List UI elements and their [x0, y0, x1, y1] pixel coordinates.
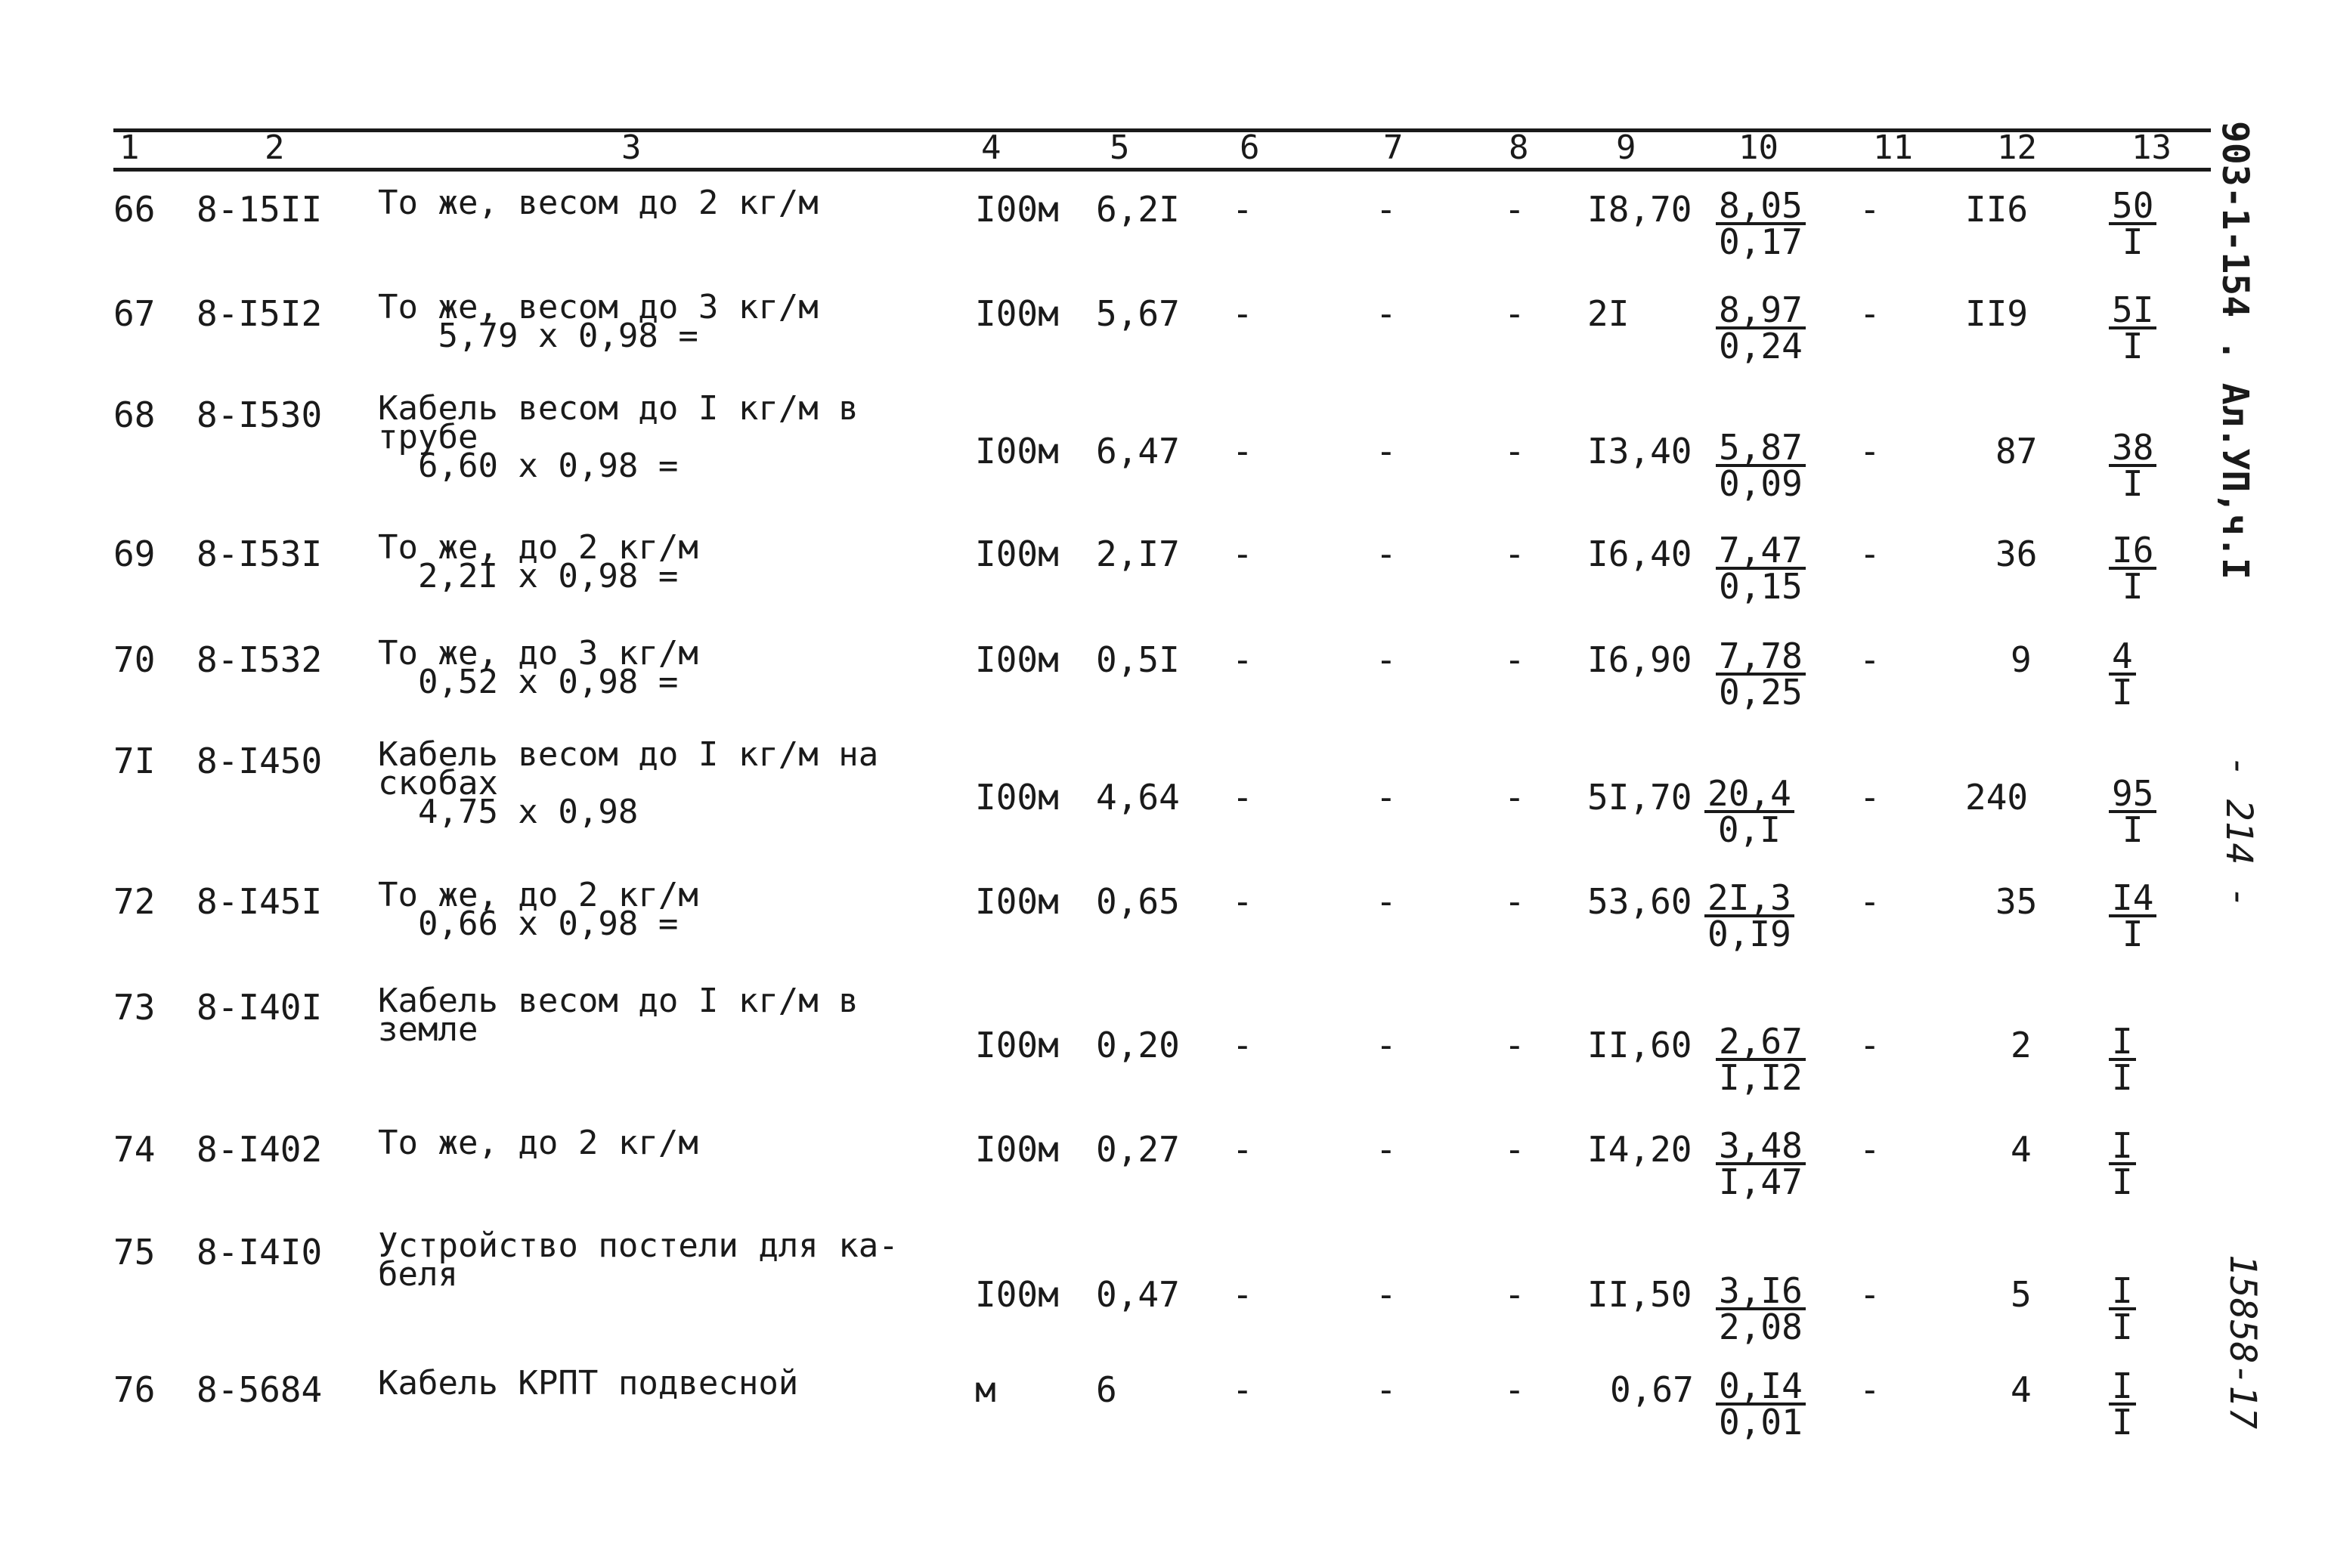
description-line: То же, до 3 кг/м — [378, 634, 698, 673]
fraction-denominator: I — [2122, 809, 2144, 850]
col11-value: - — [1859, 293, 1881, 334]
norm-code: 8-I53I — [197, 533, 323, 574]
col12-value: 36 — [1995, 533, 2038, 574]
col10-fraction — [1704, 877, 1794, 954]
col11-value: - — [1859, 881, 1881, 922]
row-number: 69 — [113, 533, 156, 574]
unit: I00м — [975, 1129, 1059, 1170]
col9-value: I8,70 — [1587, 189, 1692, 230]
col6-value: - — [1232, 189, 1253, 230]
description-line: трубе — [378, 418, 478, 456]
col7-value: - — [1376, 1274, 1397, 1315]
row-number: 70 — [113, 639, 156, 680]
header-col-6: 6 — [1240, 128, 1260, 167]
fraction-numerator: 7,47 — [1716, 533, 1806, 570]
norm-code: 8-I45I — [197, 881, 323, 922]
col11-value: - — [1859, 1369, 1881, 1410]
quantity: 0,27 — [1096, 1129, 1180, 1170]
col8-value: - — [1504, 189, 1525, 230]
col6-value: - — [1232, 1025, 1253, 1065]
col10-fraction — [1716, 1365, 1806, 1443]
col8-value: - — [1504, 1025, 1525, 1065]
quantity: 5,67 — [1096, 293, 1180, 334]
work-description — [378, 735, 952, 831]
quantity: 6 — [1096, 1369, 1117, 1410]
unit: I00м — [975, 1025, 1059, 1065]
col10-fraction — [1716, 530, 1806, 607]
col7-value: - — [1376, 777, 1397, 818]
col12-value: 4 — [2011, 1369, 2032, 1410]
unit: I00м — [975, 293, 1059, 334]
col7-value: - — [1376, 1369, 1397, 1410]
col9-value: I4,20 — [1587, 1129, 1692, 1170]
fraction-denominator: 0,15 — [1719, 566, 1803, 607]
description-line: То же, весом до 2 кг/м — [378, 184, 819, 222]
header-col-11: 11 — [1873, 128, 1913, 167]
row-number: 66 — [113, 189, 156, 230]
page-number-margin-note: - 214 - — [2218, 756, 2260, 909]
row-number: 67 — [113, 293, 156, 334]
row-number: 68 — [113, 394, 156, 435]
col10-fraction — [1716, 1021, 1806, 1098]
fraction-numerator: 38 — [2109, 431, 2156, 467]
col8-value: - — [1504, 777, 1525, 818]
col8-value: - — [1504, 881, 1525, 922]
fraction-numerator: 3,48 — [1716, 1129, 1806, 1165]
fraction-denominator: I — [2122, 463, 2144, 504]
unit: I00м — [975, 1274, 1059, 1315]
fraction-denominator: 0,I9 — [1707, 914, 1791, 954]
norm-code: 8-I402 — [197, 1129, 323, 1170]
col7-value: - — [1376, 189, 1397, 230]
fraction-numerator: 0,I4 — [1716, 1369, 1806, 1406]
row-number: 74 — [113, 1129, 156, 1170]
unit: I00м — [975, 431, 1059, 472]
description-line: 5,79 х 0,98 = — [378, 317, 698, 355]
col13-fraction — [2109, 530, 2156, 607]
quantity: 0,20 — [1096, 1025, 1180, 1065]
col8-value: - — [1504, 1274, 1525, 1315]
fraction-numerator: 5I — [2109, 293, 2156, 329]
col10-fraction — [1716, 1270, 1806, 1347]
description-line: Кабель весом до I кг/м на — [378, 735, 879, 774]
quantity: 6,47 — [1096, 431, 1180, 472]
col11-value: - — [1859, 777, 1881, 818]
col12-value: 87 — [1995, 431, 2038, 472]
col9-value: I3,40 — [1587, 431, 1692, 472]
fraction-numerator: 3,I6 — [1716, 1274, 1806, 1310]
norm-code: 8-I532 — [197, 639, 323, 680]
col6-value: - — [1232, 533, 1253, 574]
col8-value: - — [1504, 1369, 1525, 1410]
description-line: То же, до 2 кг/м — [378, 876, 698, 914]
norm-code: 8-I40I — [197, 987, 323, 1028]
fraction-numerator: 8,97 — [1716, 293, 1806, 329]
description-line: 2,2I х 0,98 = — [378, 557, 679, 595]
header-col-4: 4 — [981, 128, 1001, 167]
col11-value: - — [1859, 1129, 1881, 1170]
unit: I00м — [975, 639, 1059, 680]
col13-fraction — [2109, 773, 2156, 850]
fraction-denominator: 0,01 — [1719, 1402, 1803, 1443]
col7-value: - — [1376, 533, 1397, 574]
col8-value: - — [1504, 293, 1525, 334]
col11-value: - — [1859, 1274, 1881, 1315]
header-bottom-rule — [113, 168, 2211, 172]
col11-value: - — [1859, 431, 1881, 472]
col13-fraction — [2109, 1021, 2136, 1098]
unit: м — [975, 1369, 996, 1410]
col11-value: - — [1859, 1025, 1881, 1065]
col6-value: - — [1232, 639, 1253, 680]
description-line: Кабель КРПТ подвесной — [378, 1364, 799, 1403]
work-description — [378, 389, 952, 485]
work-description — [378, 528, 952, 595]
header-col-3: 3 — [621, 128, 642, 167]
description-line: 0,66 х 0,98 = — [378, 905, 679, 943]
description-line: Кабель весом до I кг/м в — [378, 982, 859, 1020]
header-col-5: 5 — [1110, 128, 1130, 167]
norm-code: 8-I450 — [197, 741, 323, 781]
col9-value: 5I,70 — [1587, 777, 1692, 818]
row-number: 76 — [113, 1369, 156, 1410]
col8-value: - — [1504, 639, 1525, 680]
header-col-12: 12 — [1997, 128, 2037, 167]
norm-code: 8-5684 — [197, 1369, 323, 1410]
col13-fraction — [2109, 877, 2156, 954]
work-description — [378, 184, 952, 222]
col6-value: - — [1232, 1129, 1253, 1170]
fraction-denominator: I — [2122, 566, 2144, 607]
col12-value: 2 — [2011, 1025, 2032, 1065]
description-line: То же, до 2 кг/м — [378, 528, 698, 567]
unit: I00м — [975, 777, 1059, 818]
description-line: 0,52 х 0,98 = — [378, 663, 679, 701]
fraction-denominator: I — [2112, 1402, 2133, 1443]
col9-value: 2I — [1587, 293, 1630, 334]
work-description — [378, 1226, 952, 1294]
fraction-denominator: I — [2122, 326, 2144, 366]
col13-fraction — [2109, 185, 2156, 262]
col6-value: - — [1232, 1274, 1253, 1315]
quantity: 2,I7 — [1096, 533, 1180, 574]
fraction-denominator: I — [2122, 914, 2144, 954]
col11-value: - — [1859, 533, 1881, 574]
col10-fraction — [1716, 1125, 1806, 1202]
description-line: То же, до 2 кг/м — [378, 1124, 698, 1162]
col9-value: I6,90 — [1587, 639, 1692, 680]
col6-value: - — [1232, 431, 1253, 472]
col12-value: 240 — [1965, 777, 2029, 818]
col7-value: - — [1376, 639, 1397, 680]
header-col-13: 13 — [2131, 128, 2172, 167]
fraction-denominator: I — [2112, 672, 2133, 713]
fraction-numerator: I — [2109, 1025, 2136, 1061]
col9-value: II,60 — [1587, 1025, 1692, 1065]
col11-value: - — [1859, 189, 1881, 230]
col8-value: - — [1504, 431, 1525, 472]
norm-code: 8-15II — [197, 189, 323, 230]
quantity: 0,47 — [1096, 1274, 1180, 1315]
fraction-numerator: 2I,3 — [1704, 881, 1794, 917]
fraction-denominator: 0,25 — [1719, 672, 1803, 713]
col6-value: - — [1232, 1369, 1253, 1410]
fraction-numerator: I — [2109, 1129, 2136, 1165]
fraction-numerator: 50 — [2109, 189, 2156, 225]
col13-fraction — [2109, 1365, 2136, 1443]
fraction-numerator: I — [2109, 1369, 2136, 1406]
col12-value: II6 — [1965, 189, 2029, 230]
col7-value: - — [1376, 293, 1397, 334]
row-number: 75 — [113, 1232, 156, 1273]
header-col-8: 8 — [1509, 128, 1529, 167]
col10-fraction — [1716, 289, 1806, 366]
norm-code: 8-I530 — [197, 394, 323, 435]
fraction-denominator: 2,08 — [1719, 1307, 1803, 1347]
col9-value: II,50 — [1587, 1274, 1692, 1315]
fraction-denominator: I — [2112, 1057, 2133, 1098]
norm-code: 8-I4I0 — [197, 1232, 323, 1273]
col12-value: 35 — [1995, 881, 2038, 922]
col13-fraction — [2109, 427, 2156, 504]
col7-value: - — [1376, 431, 1397, 472]
col6-value: - — [1232, 293, 1253, 334]
col6-value: - — [1232, 777, 1253, 818]
fraction-numerator: 8,05 — [1716, 189, 1806, 225]
col13-fraction — [2109, 1270, 2136, 1347]
unit: I00м — [975, 533, 1059, 574]
work-description — [378, 634, 952, 701]
fraction-numerator: 95 — [2109, 777, 2156, 813]
quantity: 6,2I — [1096, 189, 1180, 230]
col8-value: - — [1504, 533, 1525, 574]
header-col-10: 10 — [1738, 128, 1779, 167]
col13-fraction — [2109, 1125, 2136, 1202]
col10-fraction — [1716, 427, 1806, 504]
header-col-7: 7 — [1383, 128, 1404, 167]
col10-fraction — [1716, 185, 1806, 262]
document-code-margin-note: 903-1-154 . Ал.УП,ч.I — [2214, 121, 2256, 580]
description-line: скобах — [378, 764, 498, 803]
col6-value: - — [1232, 881, 1253, 922]
description-line: беля — [378, 1255, 458, 1294]
unit: I00м — [975, 881, 1059, 922]
quantity: 4,64 — [1096, 777, 1180, 818]
header-col-2: 2 — [265, 128, 285, 167]
col12-value: 4 — [2011, 1129, 2032, 1170]
header-col-9: 9 — [1616, 128, 1636, 167]
work-description — [378, 288, 952, 355]
work-description — [378, 1364, 952, 1403]
col13-fraction — [2109, 289, 2156, 366]
quantity: 0,5I — [1096, 639, 1180, 680]
col11-value: - — [1859, 639, 1881, 680]
album-number-margin-note: 15858-17 — [2221, 1254, 2264, 1430]
col12-value: 9 — [2011, 639, 2032, 680]
quantity: 0,65 — [1096, 881, 1180, 922]
fraction-denominator: I,I2 — [1719, 1057, 1803, 1098]
description-line: То же, весом до 3 кг/м — [378, 288, 819, 326]
fraction-denominator: I,47 — [1719, 1161, 1803, 1202]
fraction-denominator: 0,09 — [1719, 463, 1803, 504]
fraction-denominator: 0,24 — [1719, 326, 1803, 366]
description-line: 4,75 х 0,98 — [378, 793, 639, 831]
col12-value: 5 — [2011, 1274, 2032, 1315]
fraction-numerator: 5,87 — [1716, 431, 1806, 467]
fraction-denominator: I — [2122, 221, 2144, 262]
fraction-numerator: 7,78 — [1716, 639, 1806, 676]
description-line: Кабель весом до I кг/м в — [378, 389, 859, 428]
col12-value: II9 — [1965, 293, 2029, 334]
fraction-numerator: 4 — [2109, 639, 2136, 676]
col13-fraction — [2109, 636, 2136, 713]
col8-value: - — [1504, 1129, 1525, 1170]
fraction-denominator: I — [2112, 1307, 2133, 1347]
col9-value: 53,60 — [1587, 881, 1692, 922]
col9-value: 0,67 — [1610, 1369, 1694, 1410]
fraction-denominator: I — [2112, 1161, 2133, 1202]
row-number: 7I — [113, 741, 156, 781]
unit: I00м — [975, 189, 1059, 230]
work-description — [378, 982, 952, 1049]
col7-value: - — [1376, 1129, 1397, 1170]
col7-value: - — [1376, 1025, 1397, 1065]
fraction-numerator: 2,67 — [1716, 1025, 1806, 1061]
col9-value: I6,40 — [1587, 533, 1692, 574]
row-number: 72 — [113, 881, 156, 922]
description-line: земле — [378, 1010, 478, 1049]
description-line: 6,60 х 0,98 = — [378, 447, 679, 485]
fraction-numerator: I4 — [2109, 881, 2156, 917]
work-description — [378, 1124, 952, 1162]
fraction-denominator: 0,I — [1717, 809, 1781, 850]
row-number: 73 — [113, 987, 156, 1028]
norm-code: 8-I5I2 — [197, 293, 323, 334]
work-description — [378, 876, 952, 943]
col7-value: - — [1376, 881, 1397, 922]
header-col-1: 1 — [119, 128, 140, 167]
col10-fraction — [1716, 636, 1806, 713]
fraction-numerator: 20,4 — [1704, 777, 1794, 813]
col10-fraction — [1704, 773, 1794, 850]
description-line: Устройство постели для ка- — [378, 1226, 899, 1265]
fraction-numerator: I6 — [2109, 533, 2156, 570]
fraction-denominator: 0,17 — [1719, 221, 1803, 262]
fraction-numerator: I — [2109, 1274, 2136, 1310]
